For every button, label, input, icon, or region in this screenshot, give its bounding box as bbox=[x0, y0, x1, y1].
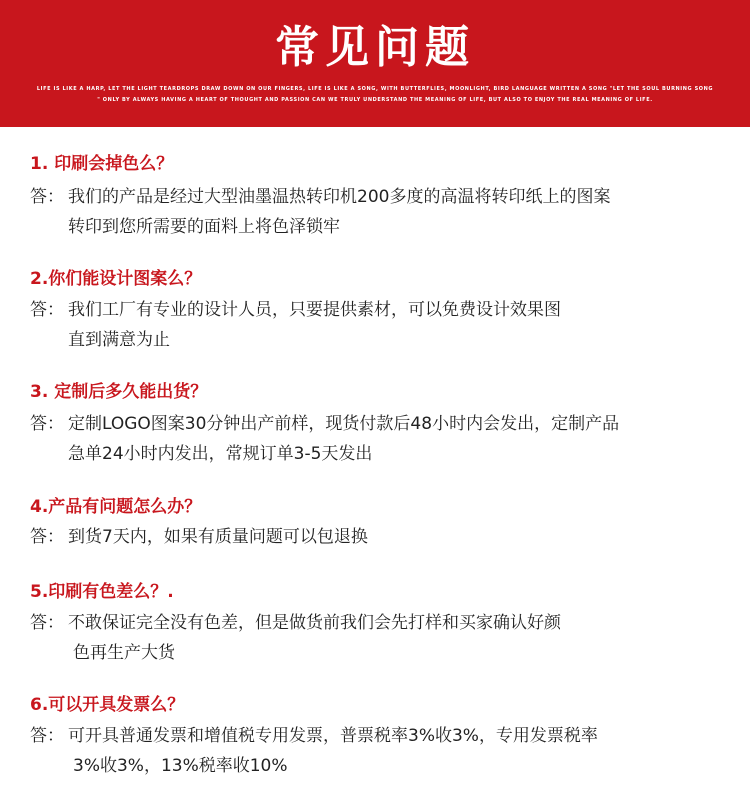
answer-prefix: 答： bbox=[30, 527, 64, 547]
answer-prefix: 答： bbox=[30, 300, 64, 320]
answer-prefix: 答： bbox=[30, 414, 64, 434]
faq-question: 1. 印刷会掉色么？ bbox=[30, 154, 174, 174]
faq-answer-line: 不敢保证完全没有色差，但是做货前我们会先打样和买家确认好颜 bbox=[68, 613, 561, 633]
page-title: 常见问题 bbox=[275, 22, 475, 73]
faq-answer-line: 色再生产大货 bbox=[73, 643, 175, 663]
faq-answer-line: 急单24小时内发出，常规订单3-5天发出 bbox=[68, 444, 373, 464]
faq-question: 6.可以开具发票么？ bbox=[30, 695, 185, 715]
faq-answer-line: 可开具普通发票和增值税专用发票，普票税率3%收3%，专用发票税率 bbox=[68, 726, 598, 746]
header-tagline-2: " ONLY BY ALWAYS HAVING A HEART OF THOUGHT AND PASSION CAN WE TRULY UNDERSTAND THE MEANING OF LIFE, BUT ALSO TO ENJOY THE REAL MEANING OF LIFE. bbox=[97, 97, 653, 103]
answer-prefix: 答： bbox=[30, 613, 64, 633]
answer-prefix: 答： bbox=[30, 726, 64, 746]
faq-question: 4.产品有问题怎么办？ bbox=[30, 497, 202, 517]
header-tagline-1: LIFE IS LIKE A HARP, LET THE LIGHT TEARDROPS DRAW DOWN ON OUR FINGERS, LIFE IS LIKE A SONG, WITH BUTTERFLIES, MOONLIGHT, BIRD LANGUAGE WRITTEN A SONG "LET THE SOUL BURNING SONG bbox=[36, 86, 714, 92]
header-banner bbox=[0, 0, 750, 127]
answer-prefix: 答： bbox=[30, 187, 64, 207]
faq-answer-line: 我们工厂有专业的设计人员，只要提供素材，可以免费设计效果图 bbox=[68, 300, 561, 320]
faq-answer-line: 转印到您所需要的面料上将色泽锁牢 bbox=[68, 217, 340, 237]
faq-answer-line: 定制LOGO图案30分钟出产前样，现货付款后48小时内会发出，定制产品 bbox=[68, 414, 620, 434]
faq-answer-line: 我们的产品是经过大型油墨温热转印机200多度的高温将转印纸上的图案 bbox=[68, 187, 611, 207]
faq-answer-line: 3%收3%，13%税率收10% bbox=[73, 756, 288, 776]
faq-question: 2.你们能设计图案么？ bbox=[30, 269, 202, 289]
faq-answer-line: 直到满意为止 bbox=[68, 330, 170, 350]
faq-question: 3. 定制后多久能出货？ bbox=[30, 382, 208, 402]
faq-question: 5.印刷有色差么？. bbox=[30, 582, 174, 602]
faq-answer-line: 到货7天内，如果有质量问题可以包退换 bbox=[68, 527, 368, 547]
